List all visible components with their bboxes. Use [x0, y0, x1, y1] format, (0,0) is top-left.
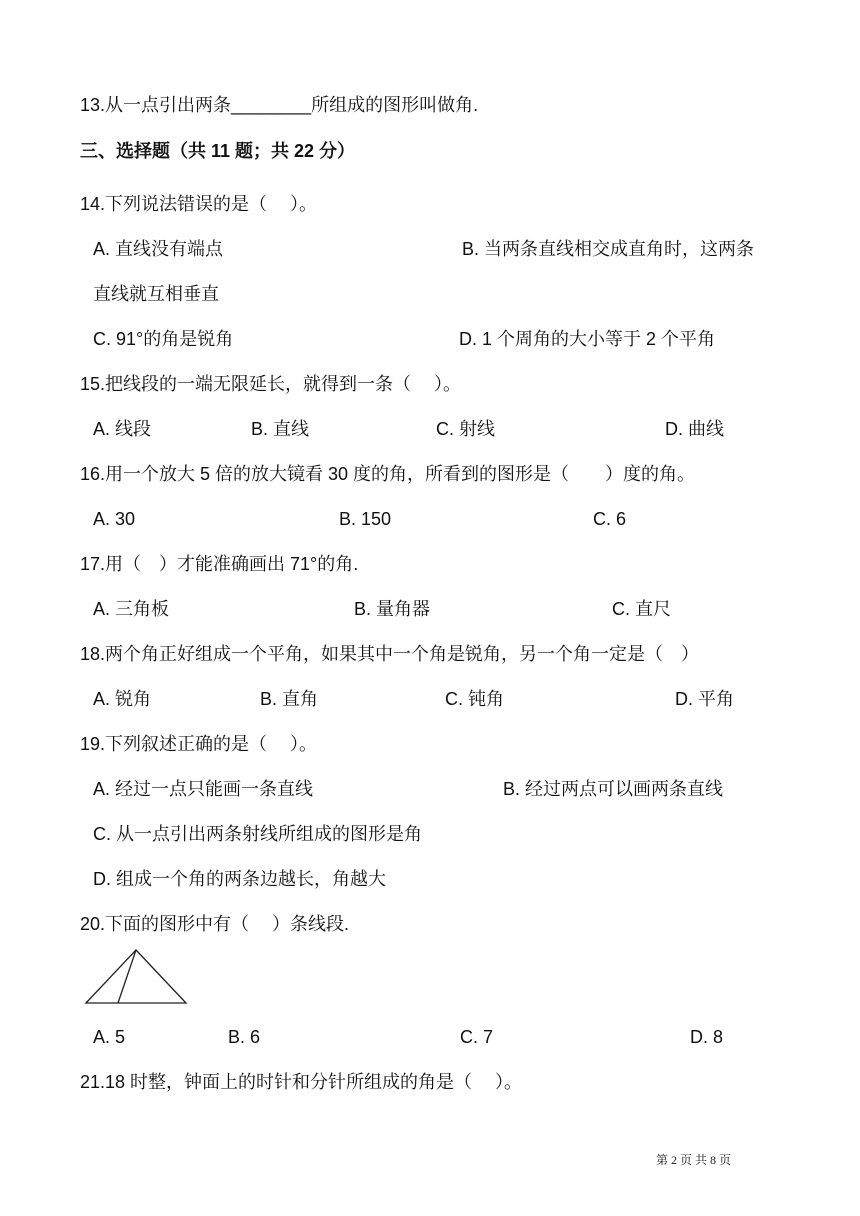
q13-blank: ________	[231, 95, 312, 115]
q14-option-d: D. 1 个周角的大小等于 2 个平角	[459, 329, 716, 349]
q20-option-b: B. 6	[228, 1027, 261, 1047]
triangle-outline	[86, 950, 186, 1003]
q20-option-d: D. 8	[690, 1027, 724, 1047]
q14-option-c: C. 91°的角是锐角	[93, 329, 234, 349]
triangle-inner-segment	[118, 950, 136, 1003]
q17-option-a: A. 三角板	[93, 599, 170, 619]
q18-option-b: B. 直角	[260, 689, 319, 709]
q19-stem: 19.下列叙述正确的是（ ）。	[80, 734, 318, 754]
q18-option-d: D. 平角	[675, 689, 735, 709]
q19-option-a: A. 经过一点只能画一条直线	[93, 779, 314, 799]
q19-option-c: C. 从一点引出两条射线所组成的图形是角	[93, 824, 422, 844]
q17-option-c: C. 直尺	[612, 599, 672, 619]
q15-option-b: B. 直线	[251, 419, 310, 439]
q17-option-b: B. 量角器	[354, 599, 431, 619]
q20-stem: 20.下面的图形中有（ ）条线段.	[80, 914, 350, 934]
q19-option-b: B. 经过两点可以画两条直线	[503, 779, 724, 799]
q16-option-b: B. 150	[339, 509, 392, 529]
q21-stem: 21.18 时整，钟面上的时针和分针所组成的角是（ ）。	[80, 1072, 523, 1092]
q14-stem: 14.下列说法错误的是（ ）。	[80, 194, 318, 214]
q16-stem: 16.用一个放大 5 倍的放大镜看 30 度的角，所看到的图形是（ ）度的角。	[80, 464, 696, 484]
q20-option-c: C. 7	[460, 1027, 494, 1047]
page-number-footer: 第 2 页 共 8 页	[656, 1153, 732, 1167]
q18-option-c: C. 钝角	[445, 689, 505, 709]
triangle-figure	[82, 946, 192, 1008]
q16-option-c: C. 6	[593, 509, 627, 529]
q15-option-c: C. 射线	[436, 419, 496, 439]
q14-option-a: A. 直线没有端点	[93, 239, 224, 259]
question-13	[80, 94, 478, 116]
q17-stem: 17.用（ ）才能准确画出 71°的角.	[80, 554, 359, 574]
q14-option-b-line2: 直线就互相垂直	[93, 284, 219, 304]
q16-option-a: A. 30	[93, 509, 136, 529]
q18-stem: 18.两个角正好组成一个平角，如果其中一个角是锐角，另一个角一定是（ ）	[80, 644, 700, 664]
q18-option-a: A. 锐角	[93, 689, 152, 709]
q14-option-b-line1: B. 当两条直线相交成直角时，这两条	[462, 239, 755, 259]
q15-option-a: A. 线段	[93, 419, 152, 439]
q19-option-d: D. 组成一个角的两条边越长，角越大	[93, 869, 386, 889]
q15-stem: 15.把线段的一端无限延长，就得到一条（ ）。	[80, 374, 462, 394]
q15-option-d: D. 曲线	[665, 419, 725, 439]
q20-option-a: A. 5	[93, 1027, 126, 1047]
q13-prefix: 13.从一点引出两条	[80, 95, 232, 115]
q13-suffix: 所组成的图形叫做角.	[311, 95, 479, 115]
section-heading: 三、选择题（共 11 题；共 22 分）	[80, 141, 356, 161]
